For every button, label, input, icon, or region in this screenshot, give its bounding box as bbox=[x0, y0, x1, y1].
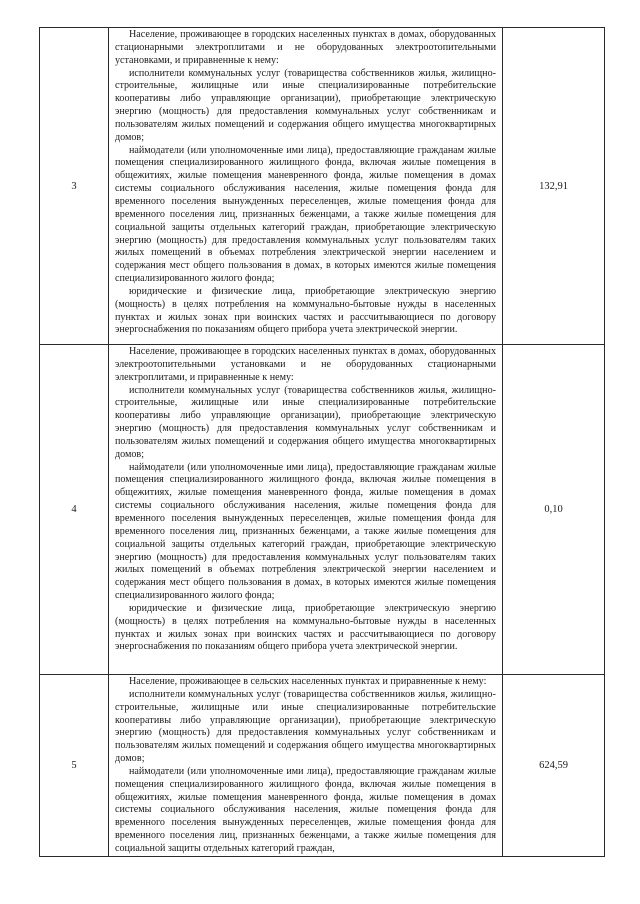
category-item: исполнители коммунальных услуг (товарищества собственников жилья, жилищно-строительные, жилищные или иные специализированные потребительские кооперативы либо управляющие организации), приобретающие электрическую энергию (мощность) для предоставления коммунальных услуг собственникам и пользователям жилых помещений и содержания общего имущества многоквартирных домов; bbox=[115, 384, 496, 460]
category-heading: Население, проживающее в городских населенных пунктах в домах, оборудованных стационарными электроплитами и не оборудованных электроотопительными установками, и приравненные к нему: bbox=[115, 29, 496, 66]
consumer-category-description bbox=[109, 675, 503, 857]
category-item: наймодатели (или уполномоченные ими лица), предоставляющие гражданам жилые помещения специализированного жилищного фонда, включая жилые помещения в общежитиях, жилые помещения маневренного фонда, жилые помещения в домах системы социального обслуживания населения, жилые помещения фонда для временного поселения вынужденных переселенцев, жилые помещения фонда для временного поселения лиц, признанных беженцами, а также жилые помещения для социальной защиты отдельных категорий граждан, приобретающие электрическую энергию (мощность) для предоставления коммунальных услуг пользователям таких жилых помещений в объемах потребления электрической энергии населением и содержания мест общего пользования в домах, в которых имеются жилые помещения специализированного жилого фонда; bbox=[115, 144, 496, 285]
table-row bbox=[40, 675, 605, 857]
table-row bbox=[40, 345, 605, 675]
row-number: 3 bbox=[40, 28, 109, 345]
tariff-table bbox=[39, 27, 605, 857]
category-item: наймодатели (или уполномоченные ими лица), предоставляющие гражданам жилые помещения специализированного жилищного фонда, включая жилые помещения в общежитиях, жилые помещения маневренного фонда, жилые помещения в домах системы социального обслуживания населения, жилые помещения фонда для временного поселения вынужденных переселенцев, жилые помещения фонда для временного поселения лиц, признанных беженцами, а также жилые помещения для социальной защиты отдельных категорий граждан, bbox=[115, 765, 496, 854]
tariff-value: 0,10 bbox=[503, 345, 605, 675]
tariff-value: 132,91 bbox=[503, 28, 605, 345]
category-heading: Население, проживающее в сельских населенных пунктах и приравненные к нему: bbox=[129, 676, 487, 687]
category-item: юридические и физические лица, приобретающие электрическую энергию (мощность) в целях потребления на коммунально-бытовые нужды в населенных пунктах и жилых зонах при воинских частях и рассчитывающиеся по договору энергоснабжения по показаниям общего прибора учета электрической энергии. bbox=[115, 602, 496, 653]
category-item: наймодатели (или уполномоченные ими лица), предоставляющие гражданам жилые помещения специализированного жилищного фонда, включая жилые помещения в общежитиях, жилые помещения маневренного фонда, жилые помещения в домах системы социального обслуживания населения, жилые помещения фонда для временного поселения вынужденных переселенцев, жилые помещения фонда для временного поселения лиц, признанных беженцами, а также жилые помещения для социальной защиты отдельных категорий граждан, приобретающие электрическую энергию (мощность) для предоставления коммунальных услуг пользователям таких жилых помещений в объемах потребления электрической энергии населением и содержания мест общего пользования в домах, в которых имеются жилые помещения специализированного жилого фонда; bbox=[115, 461, 496, 602]
category-heading: Население, проживающее в городских населенных пунктах в домах, оборудованных электроотопительными установками и не оборудованных стационарными электроплитами, и приравненные к нему: bbox=[115, 346, 496, 383]
row-number: 4 bbox=[40, 345, 109, 675]
tariff-value: 624,59 bbox=[503, 675, 605, 857]
table-row bbox=[40, 28, 605, 345]
category-item: исполнители коммунальных услуг (товарищества собственников жилья, жилищно-строительные, жилищные или иные специализированные потребительские кооперативы либо управляющие организации), приобретающие электрическую энергию (мощность) для предоставления коммунальных услуг собственникам и пользователям жилых помещений и содержания общего имущества многоквартирных домов; bbox=[115, 67, 496, 143]
category-item: юридические и физические лица, приобретающие электрическую энергию (мощность) в целях потребления на коммунально-бытовые нужды в населенных пунктах и жилых зонах при воинских частях и рассчитывающиеся по договору энергоснабжения по показаниям общего прибора учета электрической энергии. bbox=[115, 285, 496, 336]
category-item: исполнители коммунальных услуг (товарищества собственников жилья, жилищно-строительные, жилищные или иные специализированные потребительские кооперативы либо управляющие организации), приобретающие электрическую энергию (мощность) для предоставления коммунальных услуг собственникам и пользователям жилых помещений и содержания общего имущества многоквартирных домов; bbox=[115, 688, 496, 765]
row-number: 5 bbox=[40, 675, 109, 857]
consumer-category-description bbox=[109, 28, 503, 345]
consumer-category-description bbox=[109, 345, 503, 675]
